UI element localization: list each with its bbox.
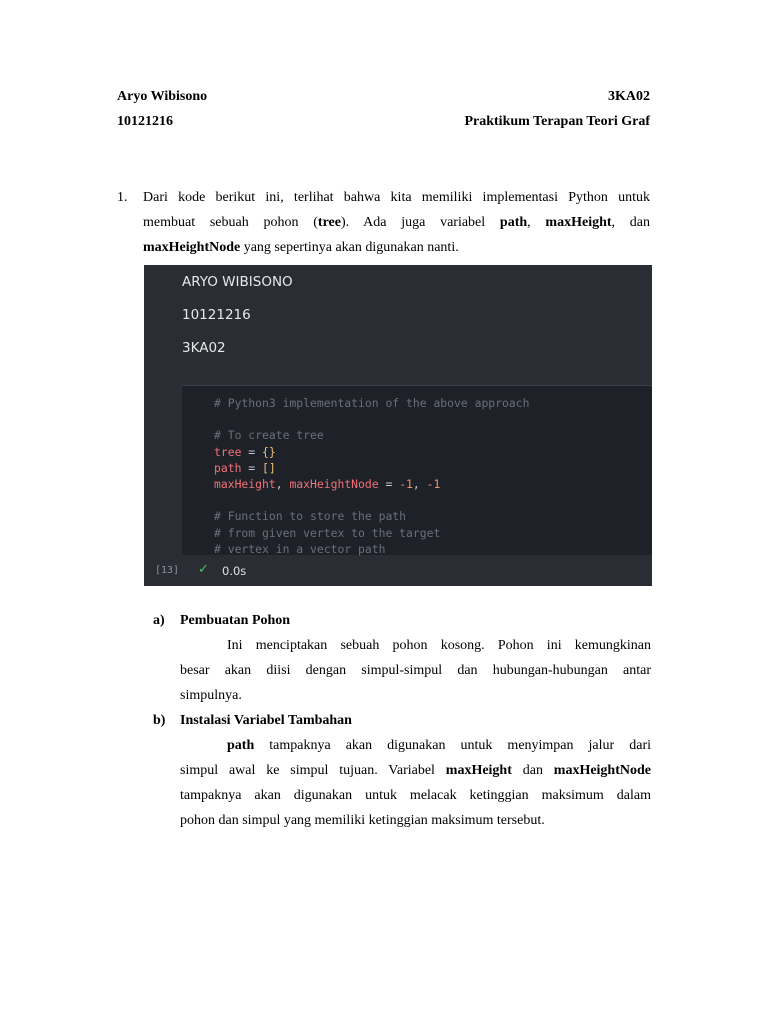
q1-line-3: maxHeightNode yang sepertinya akan digunakan nanti. bbox=[143, 240, 459, 255]
subsection-b-heading bbox=[153, 708, 653, 733]
screenshot-name: ARYO WIBISONO bbox=[182, 274, 293, 290]
question-number: 1. bbox=[117, 190, 128, 205]
q1-line-2: membuat sebuah pohon (tree). Ada juga variabel path, maxHeight, dan bbox=[143, 215, 651, 230]
cell-status-bar bbox=[144, 562, 652, 586]
subsection-label: b) bbox=[153, 713, 166, 728]
subsection-label: a) bbox=[153, 613, 165, 628]
execution-count: [13] bbox=[155, 565, 180, 576]
subsection-a-heading bbox=[153, 608, 653, 633]
student-id: 10121216 bbox=[117, 114, 173, 129]
screenshot-npm: 10121216 bbox=[182, 307, 251, 323]
paragraph-line: besar akan diisi dengan simpul-simpul dan hubungan-hubungan antar bbox=[180, 663, 651, 678]
execution-time: 0.0s bbox=[222, 564, 247, 578]
paragraph-line: pohon dan simpul yang memiliki ketinggian maksimum tersebut. bbox=[180, 813, 545, 828]
subsection-b-body bbox=[180, 733, 651, 833]
paragraph-line: simpul awal ke simpul tujuan. Variabel maxHeight dan maxHeightNode bbox=[180, 763, 651, 778]
subsection-a-body bbox=[180, 633, 651, 708]
subsection-title: Pembuatan Pohon bbox=[180, 613, 291, 628]
code-comment: # To create tree bbox=[214, 428, 324, 443]
code-comment: # Python3 implementation of the above approach bbox=[214, 396, 530, 410]
code-comment: # vertex in a vector path bbox=[214, 541, 386, 556]
check-icon: ✓ bbox=[198, 562, 209, 577]
code-comment: # from given vertex to the target bbox=[214, 525, 441, 540]
subsection-title: Instalasi Variabel Tambahan bbox=[180, 713, 352, 728]
author-name: Aryo Wibisono bbox=[117, 89, 208, 104]
code-cell[interactable] bbox=[182, 385, 652, 555]
code-block: # Python3 implementation of the above approach # To create tree tree = {} path = [] maxHeight, maxHeightNode = -1, -1 # Function to store the path # from given vertex to the target # vertex in a vector path bbox=[214, 396, 530, 556]
paragraph-line: simpulnya. bbox=[180, 688, 242, 703]
paragraph-line: Ini menciptakan sebuah pohon kosong. Pohon ini kemungkinan bbox=[227, 638, 651, 653]
code-screenshot bbox=[144, 265, 652, 586]
screenshot-class: 3KA02 bbox=[182, 340, 226, 356]
course-title: Praktikum Terapan Teori Graf bbox=[464, 114, 650, 129]
paragraph-line: tampaknya akan digunakan untuk melacak ketinggian maksimum dalam bbox=[180, 788, 651, 803]
class-code: 3KA02 bbox=[608, 89, 650, 104]
code-comment: # Function to store the path bbox=[214, 509, 407, 524]
q1-line-1: Dari kode berikut ini, terlihat bahwa kita memiliki implementasi Python untuk bbox=[143, 190, 650, 205]
paragraph-line: path tampaknya akan digunakan untuk menyimpan jalur dari bbox=[227, 738, 651, 753]
question-1-text bbox=[143, 185, 650, 260]
